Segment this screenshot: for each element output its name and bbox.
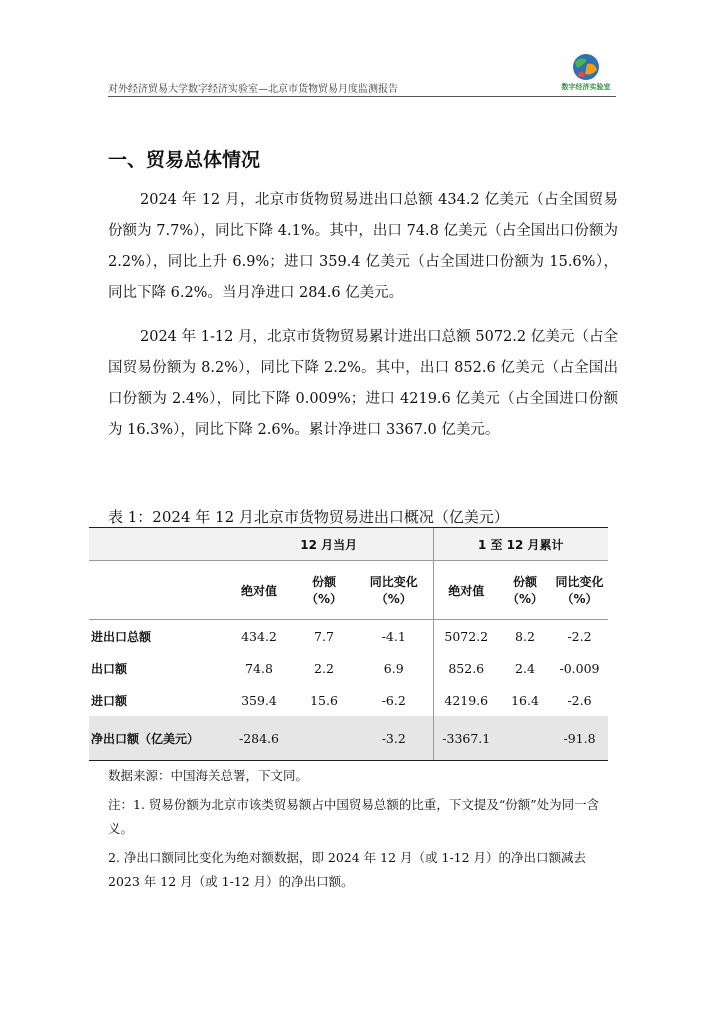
- table-cell: 6.9: [383, 660, 404, 676]
- table-cell: 2.2: [314, 660, 334, 676]
- table-cell: -0.009: [559, 660, 600, 676]
- row-label: 净出口额（亿美元）: [89, 716, 225, 761]
- col-header-line2: （%）: [375, 592, 412, 606]
- col-header-empty: [89, 561, 225, 620]
- table-row: [89, 620, 608, 653]
- table-cell: -3367.1: [433, 716, 499, 761]
- table-cell: 852.6: [433, 652, 499, 684]
- table-cell: [293, 716, 355, 761]
- table-cell: -91.8: [551, 716, 608, 761]
- col-header-line1: 绝对值: [240, 583, 277, 598]
- row-label: 进出口总额: [91, 629, 152, 644]
- trade-summary-table: [89, 527, 608, 761]
- globe-logo-icon: [569, 52, 603, 82]
- table-row-net: [89, 716, 608, 761]
- table-cell: 74.8: [245, 660, 273, 676]
- col-header: [293, 561, 355, 620]
- col-header: [433, 561, 499, 620]
- col-header-line1: 份额: [311, 575, 336, 589]
- table-cell: 4219.6: [433, 684, 499, 716]
- col-header-line2: （%）: [561, 592, 598, 606]
- group-header-cumulative: 1 至 12 月累计: [433, 528, 608, 561]
- table-cell: 434.2: [241, 628, 277, 644]
- table-cell: 8.2: [515, 628, 535, 644]
- table-title: 表 1：2024 年 12 月北京市货物贸易进出口概况（亿美元）: [108, 508, 509, 526]
- lab-logo: [556, 52, 616, 92]
- table-cell: -2.2: [567, 628, 592, 644]
- table-cell: 16.4: [511, 692, 539, 708]
- table-row: [89, 684, 608, 716]
- header-divider: [108, 96, 616, 97]
- table-cell: -6.2: [381, 692, 406, 708]
- col-header: [225, 561, 293, 620]
- table-cell: -3.2: [355, 716, 433, 761]
- table-group-header-row: [89, 528, 608, 561]
- table-cell: 7.7: [314, 628, 334, 644]
- table-cell: -284.6: [225, 716, 293, 761]
- footnote-1: 注：1. 贸易份额为北京市该类贸易额占中国贸易总额的比重，下文提及“份额”处为同一含义。: [108, 797, 600, 836]
- table-cell: 15.6: [310, 692, 338, 708]
- col-header-line1: 同比变化: [555, 575, 604, 589]
- row-label: 进口额: [91, 693, 128, 708]
- col-header: [499, 561, 551, 620]
- paragraph-monthly: 2024 年 12 月，北京市货物贸易进出口总额 434.2 亿美元（占全国贸易份额为 7.7%），同比下降 4.1%。其中，出口 74.8 亿美元（占全国出口份额为 2.2%），同比上升 6.9%；进口 359.4 亿美元（占全国进口份额为 15.6%），同比下降 6.2%。当月净进口 284.6 亿美元。: [108, 192, 618, 301]
- col-header-line1: 绝对值: [448, 583, 485, 598]
- logo-text: 数字经济实验室: [561, 83, 611, 91]
- col-header-line1: 同比变化: [369, 575, 418, 589]
- footnote-2: 2. 净出口额同比变化为绝对额数据，即 2024 年 12 月（或 1-12 月）的净出口额减去 2023 年 12 月（或 1-12 月）的净出口额。: [108, 850, 587, 889]
- table-cell: 2.4: [515, 660, 535, 676]
- col-header-line2: （%）: [305, 592, 343, 606]
- table-cell: -2.6: [567, 692, 592, 708]
- table-cell: [499, 716, 551, 761]
- paragraph-cumulative: 2024 年 1-12 月，北京市货物贸易累计进出口总额 5072.2 亿美元（占全国贸易份额为 8.2%），同比下降 2.2%。其中，出口 852.6 亿美元（占全国出口份额为 2.4%），同比下降 0.009%；进口 4219.6 亿美元（占全国进口份额为 16.3%），同比下降 2.6%。累计净进口 3367.0 亿美元。: [108, 329, 618, 438]
- page-header: [108, 52, 616, 98]
- table-cell: -4.1: [381, 628, 406, 644]
- col-header-line2: （%）: [506, 592, 544, 606]
- table-row: [89, 652, 608, 684]
- col-header: [551, 561, 608, 620]
- header-title: 对外经济贸易大学数字经济实验室—北京市货物贸易月度监测报告: [108, 84, 398, 95]
- group-header-empty: [89, 528, 225, 561]
- table-cell: 359.4: [241, 692, 277, 708]
- group-header-monthly: 12 月当月: [225, 528, 433, 561]
- table-cell: 5072.2: [433, 620, 499, 653]
- col-header: [355, 561, 433, 620]
- row-label: 出口额: [91, 661, 128, 676]
- table-column-header-row: [89, 561, 608, 620]
- col-header-line1: 份额: [512, 575, 537, 589]
- data-source-note: 数据来源：中国海关总署，下文同。: [108, 768, 309, 783]
- section-title: 一、贸易总体情况: [108, 149, 261, 171]
